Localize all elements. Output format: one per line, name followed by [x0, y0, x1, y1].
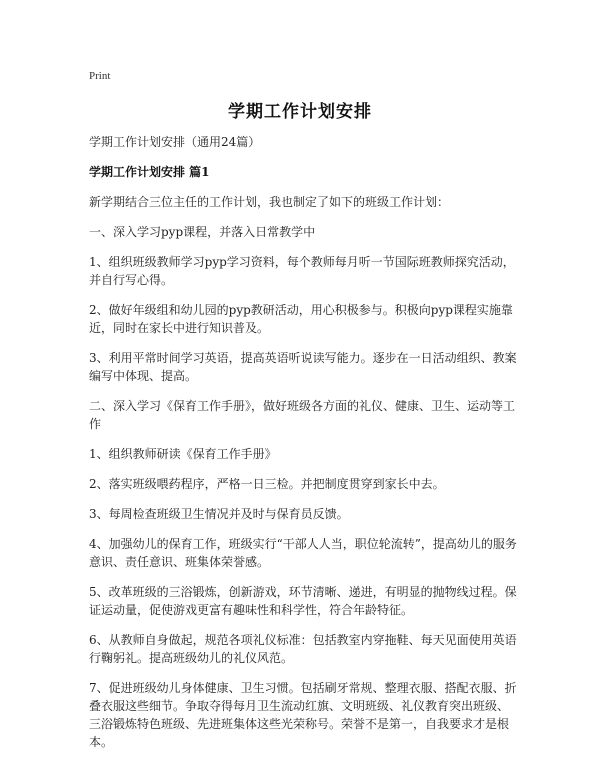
- paragraph: 3、利用平常时间学习英语，提高英语听说读写能力。逐步在一日活动组织、教案编写中体现、提高。: [89, 351, 517, 383]
- paragraph: 3、每周检查班级卫生情况并及时与保育员反馈。: [89, 507, 349, 521]
- paragraph: 1、组织教师研读《保育工作手册》: [89, 447, 277, 461]
- paragraph: 二、深入学习《保育工作手册》，做好班级各方面的礼仪、健康、卫生、运动等工作: [89, 399, 516, 431]
- paragraph: 6、从教师自身做起，规范各项礼仪标准：包括教室内穿拖鞋、每天见面使用英语行鞠躬礼。提高班级幼儿的礼仪风范。: [89, 633, 517, 665]
- paragraph: 5、改革班级的三浴锻炼，创新游戏，环节清晰、递进，有明显的抛物线过程。保证运动量，促使游戏更富有趣味性和科学性，符合年龄特征。: [89, 585, 517, 617]
- paragraph: 一、深入学习pyp课程，并落入日常教学中: [89, 225, 316, 239]
- document-body: [89, 133, 519, 763]
- section-heading: 学期工作计划安排 篇1: [89, 165, 210, 179]
- document-subtitle: 学期工作计划安排（通用24篇）: [89, 135, 261, 149]
- print-label: Print: [89, 70, 111, 82]
- paragraph: 1、组织班级教师学习pyp学习资料，每个教师每月听一节国际班教师探究活动，并自行写心得。: [89, 255, 515, 287]
- paragraph: 2、做好年级组和幼儿园的pyp教研活动，用心积极参与。积极向pyp课程实施靠近，同时在家长中进行知识普及。: [89, 303, 513, 335]
- paragraph: 2、落实班级喂药程序，严格一日三检。并把制度贯穿到家长中去。: [89, 477, 445, 491]
- paragraph: 新学期结合三位主任的工作计划，我也制定了如下的班级工作计划：: [89, 195, 450, 209]
- page-title: 学期工作计划安排: [228, 102, 372, 122]
- paragraph: 4、加强幼儿的保育工作，班级实行“干部人人当，职位轮流转”，提高幼儿的服务意识、责任意识、班集体荣誉感。: [89, 537, 517, 569]
- paragraph: 7、促进班级幼儿身体健康、卫生习惯。包括刷牙常规、整理衣服、搭配衣服、折叠衣服这些细节。争取夺得每月卫生流动红旗、文明班级、礼仪教育突出班级、三浴锻炼特色班级、先进班集体这些光荣称号。荣誉不是第一，自我要求才是根本。: [89, 681, 517, 749]
